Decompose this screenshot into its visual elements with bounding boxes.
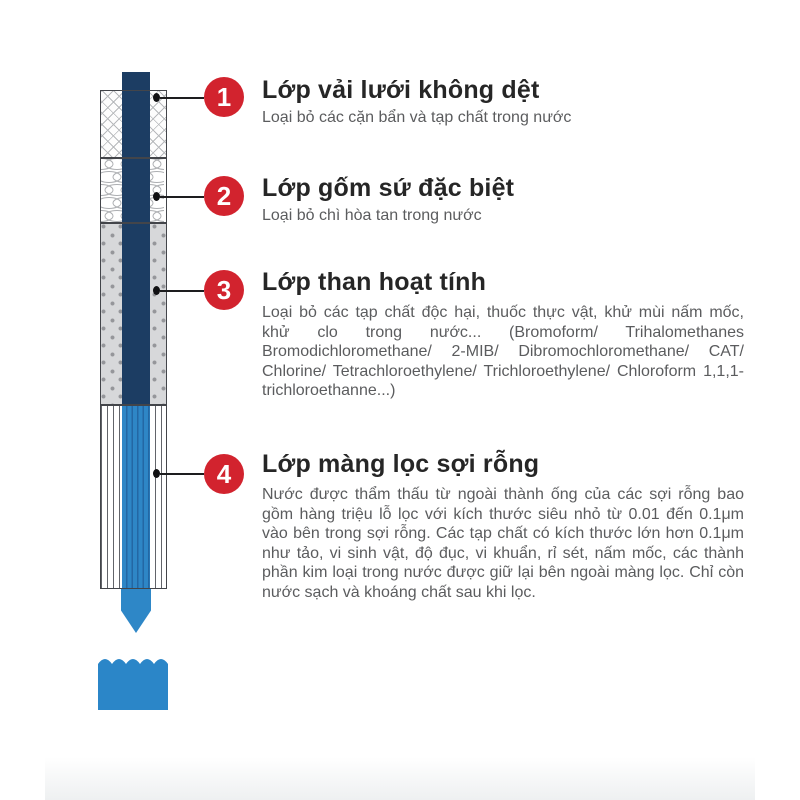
step-description-2: Loại bỏ chì hòa tan trong nước <box>262 207 482 224</box>
step-badge-4: 4 <box>204 454 244 494</box>
connector-dot <box>153 192 160 201</box>
connector-line <box>160 290 204 292</box>
step-description-1: Loại bỏ các cặn bẩn và tạp chất trong nước <box>262 109 572 126</box>
layer-divider <box>101 404 166 406</box>
layer-divider <box>101 222 166 224</box>
step-description-4: Nước được thẩm thấu từ ngoài thành ống của các sợi rỗng bao gồm hàng triệu lỗ lọc với kích thước siêu nhỏ từ 0.01 đến 0.1μm vào bên trong sợi rỗng. Các tạp chất có kích thước lớn hơn 0.1μm như tảo, vi sinh vật, độ đục, vi khuẩn, rỉ sét, nấm mốc, các thành phần kim loại trong nước được giữ lại bên ngoài màng lọc. Chỉ còn nước sạch và khoáng chất sau khi lọc. <box>262 486 744 601</box>
connector-line <box>160 97 204 99</box>
inner-core-stripe <box>122 72 150 405</box>
hollow-fiber-core <box>122 405 150 588</box>
connector-dot <box>153 286 160 295</box>
connector-dot <box>153 469 160 478</box>
step-description-3: Loại bỏ các tạp chất độc hại, thuốc thực vật, khử mùi nấm mốc, khử clo trong nước... (Bromoform/ Trihalomethanes Bromodichloromethane/ 2-MIB/ Dibromochloromethane/ CAT/ Chlorine/ Tetrachloroethylene/ Trichloroethylene/ Chloroform 1,1,1-trichloroethanne...) <box>262 304 744 399</box>
step-title-2: Lớp gốm sứ đặc biệt <box>262 174 515 202</box>
water-flow-arrow-icon <box>121 588 151 633</box>
layer-divider <box>101 157 166 159</box>
step-badge-1: 1 <box>204 77 244 117</box>
filtered-water-icon <box>98 652 168 712</box>
step-title-3: Lớp than hoạt tính <box>262 268 487 296</box>
connector-dot <box>153 93 160 102</box>
page-bottom-shade <box>45 757 755 800</box>
connector-line <box>160 196 204 198</box>
step-title-1: Lớp vải lưới không dệt <box>262 76 540 104</box>
connector-line <box>160 473 204 475</box>
step-badge-3: 3 <box>204 270 244 310</box>
step-badge-2: 2 <box>204 176 244 216</box>
step-title-4: Lớp màng lọc sợi rỗng <box>262 450 540 478</box>
